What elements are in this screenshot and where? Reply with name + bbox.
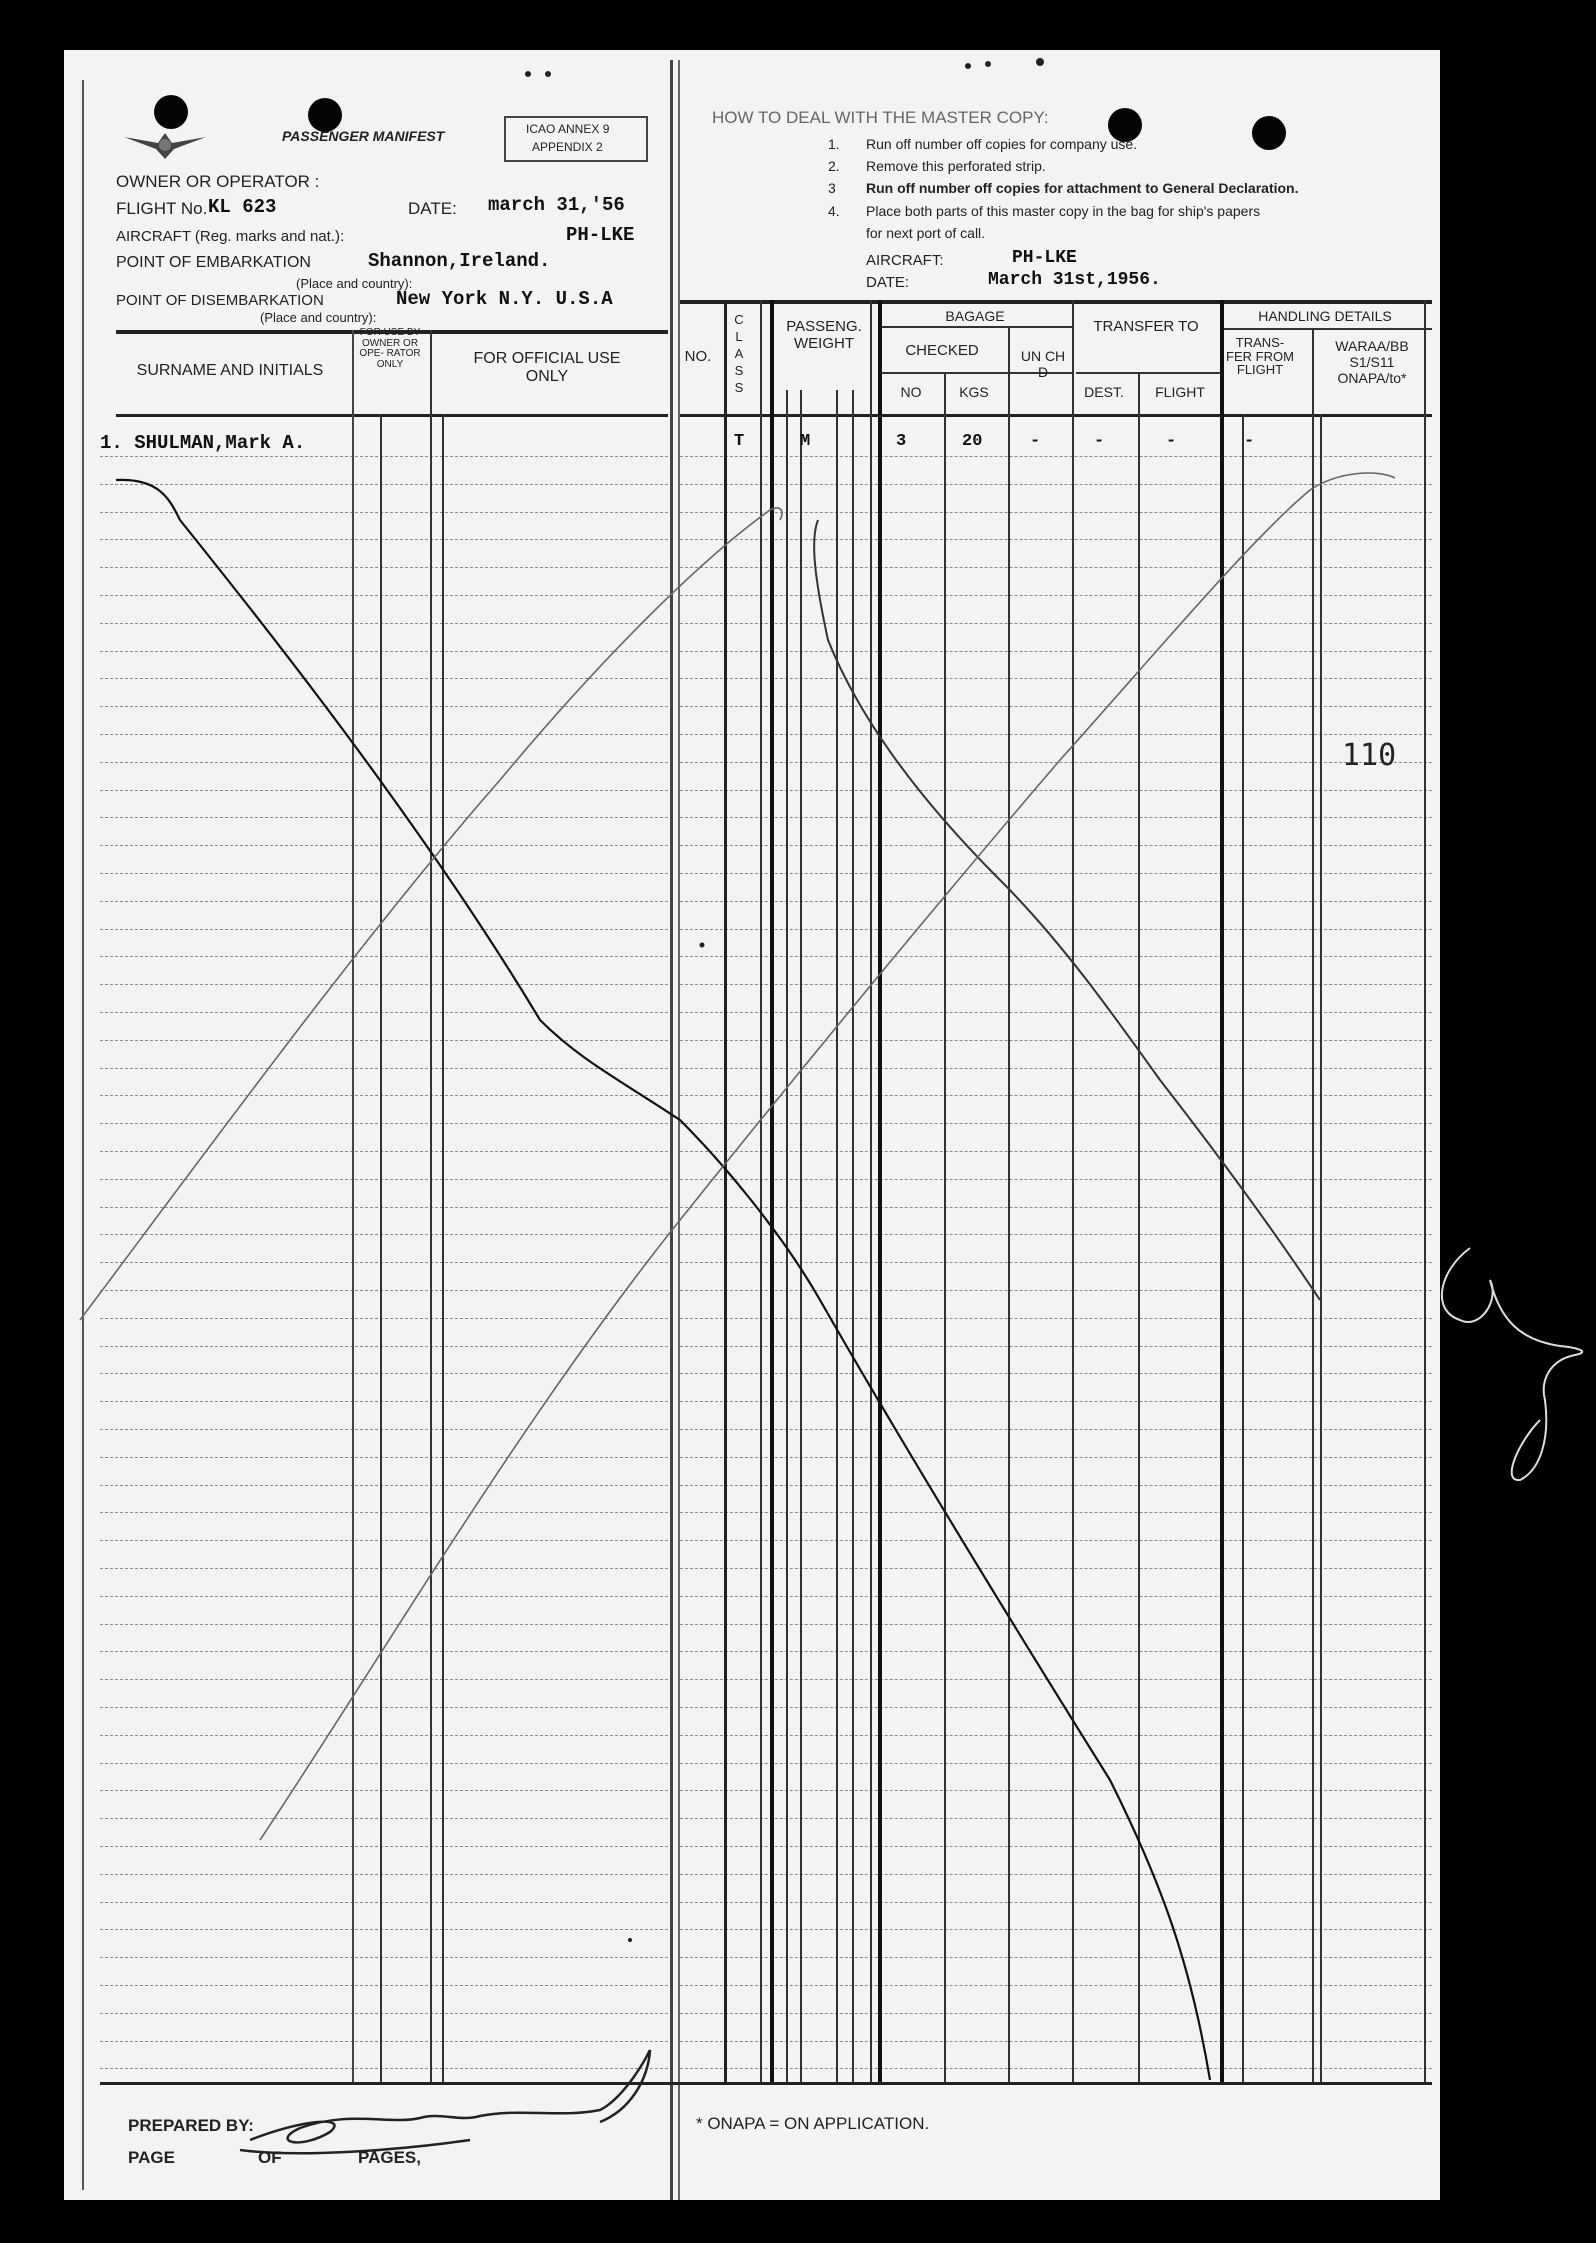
aircraft-label: AIRCRAFT (Reg. marks and nat.): [116,228,345,245]
instruction-text: Run off number off copies for attachment to General Declaration. [866,180,1299,196]
pages-label: PAGES, [358,2148,421,2167]
onapa-footnote: * ONAPA = ON APPLICATION. [696,2114,930,2133]
row1-dest: - [1094,432,1105,451]
page-specks [525,58,1044,1942]
row1-bag-no: 3 [896,432,907,451]
signature [240,2050,650,2153]
row1-bag-kgs: 20 [962,432,983,451]
aircraft-value: PH-LKE [566,224,635,246]
scribble-margin [1442,1248,1582,1480]
instruction-num: 3 [828,180,836,196]
instructions-title: HOW TO DEAL WITH THE MASTER COPY: [712,108,1049,127]
col-transfer-header: TRANSFER TO [1093,318,1199,335]
right-date-label: DATE: [866,274,910,291]
col-handling-header: HANDLING DETAILS [1258,308,1392,324]
manifest-title: PASSENGER MANIFEST [282,128,445,144]
row1-class: T [734,432,745,451]
date-value: march 31,'56 [488,194,625,216]
row1-transfer-from: - [1244,432,1255,451]
disembark-value: New York N.Y. U.S.A [396,288,613,310]
disembark-sub: (Place and country): [260,310,377,325]
cross-out-lines [80,473,1395,2080]
flight-value: KL 623 [208,196,277,218]
right-aircraft-label: AIRCRAFT: [866,252,944,269]
disembark-label: POINT OF DISEMBARKATION [116,292,324,309]
col-class-header: C L A S S [734,312,744,395]
col-flight-header: FLIGHT [1155,384,1205,400]
col-surname-header: SURNAME AND INITIALS [136,362,324,379]
page-label: PAGE [128,2148,175,2167]
embark-value: Shannon,Ireland. [368,250,551,272]
right-aircraft-value: PH-LKE [1012,248,1077,268]
col-transfer-from-header: TRANS- FER FROM FLIGHT [1226,335,1294,378]
col-dest-header: DEST. [1084,384,1124,400]
col-owner-use-header: FOR USE BY OWNER OR OPE- RATOR ONLY [359,327,421,370]
flight-label: FLIGHT No. [116,199,208,218]
instruction-num: 1. [828,136,840,152]
owner-label: OWNER OR OPERATOR : [116,172,320,191]
row1-weight: M [800,432,811,451]
instruction-num: 2. [828,158,840,174]
date-label: DATE: [408,199,457,218]
col-kgs-header: KGS [959,384,989,400]
col-waraa-header: WARAA/BB S1/S11 ONAPA/to* [1335,338,1409,387]
prepared-by-label: PREPARED BY: [128,2116,254,2135]
page-number-stamp: 110 [1342,738,1397,773]
row1-unchd: - [1030,432,1041,451]
col-no-header: NO. [684,348,712,365]
col-passeng-header: PASSENG. WEIGHT [786,318,862,353]
col-checked-header: CHECKED [905,342,979,359]
col-unchd-header: UN CH D [1020,348,1066,381]
col-bag-no-header: NO [900,384,922,400]
instruction-text: Place both parts of this master copy in the bag for ship's papers [866,203,1261,219]
annex-line1: ICAO ANNEX 9 [526,122,610,136]
embark-sub: (Place and country): [296,276,413,291]
instruction-num: 4. [828,203,840,219]
col-bagage-header: BAGAGE [945,308,1005,324]
instruction-text: Run off number off copies for company use. [866,136,1138,152]
annex-line2: APPENDIX 2 [532,140,603,154]
of-label: OF [258,2148,282,2167]
row1-passenger-name: 1. SHULMAN,Mark A. [100,432,306,454]
right-date-value: March 31st,1956. [988,270,1161,290]
instruction-text: for next port of call. [866,225,986,241]
row1-flight: - [1166,432,1177,451]
col-official-header: FOR OFFICIAL USE ONLY [473,350,621,386]
embark-label: POINT OF EMBARKATION [116,254,311,271]
instruction-text: Remove this perforated strip. [866,158,1046,174]
